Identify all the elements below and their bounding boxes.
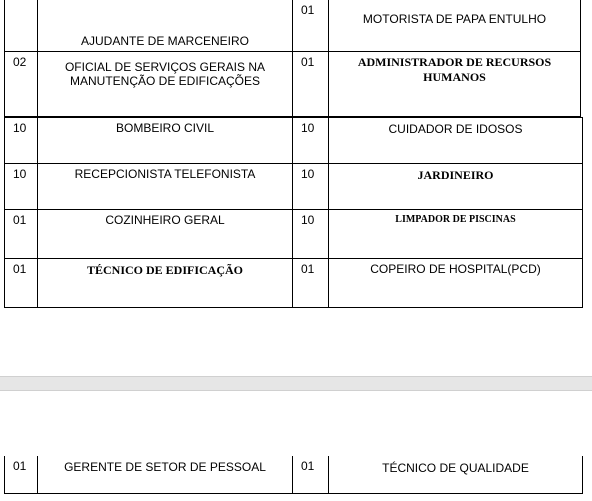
job-title-cell: JARDINEIRO: [329, 164, 583, 210]
table-row: [5, 164, 583, 210]
job-title-cell: RECEPCIONISTA TELEFONISTA: [38, 164, 293, 210]
job-title-cell: COZINHEIRO GERAL: [38, 210, 293, 259]
job-table-top: [4, 0, 581, 117]
quantity-cell: 01: [293, 259, 329, 308]
quantity-cell: 10: [5, 118, 38, 164]
page-break-band: [0, 376, 592, 391]
quantity-cell: 01: [5, 259, 38, 308]
quantity-cell: 10: [293, 118, 329, 164]
job-title-cell: MOTORISTA DE PAPA ENTULHO: [329, 0, 581, 51]
quantity-cell: [5, 0, 38, 51]
table-row: [5, 259, 583, 308]
job-table-main: [4, 117, 583, 308]
quantity-cell: 01: [5, 210, 38, 259]
quantity-cell: 01: [293, 51, 329, 116]
quantity-cell: 01: [5, 456, 38, 493]
quantity-cell: 02: [5, 51, 38, 116]
job-title-cell: LIMPADOR DE PISCINAS: [329, 210, 583, 259]
job-title-cell: ADMINISTRADOR DE RECURSOS HUMANOS: [329, 51, 581, 116]
table-row: [5, 456, 583, 493]
job-title-cell: GERENTE DE SETOR DE PESSOAL: [38, 456, 293, 493]
job-title-cell: COPEIRO DE HOSPITAL(PCD): [329, 259, 583, 308]
table-row: [5, 118, 583, 164]
quantity-cell: 01: [293, 456, 329, 493]
job-title-cell: AJUDANTE DE MARCENEIRO: [38, 0, 293, 51]
table-row: [5, 210, 583, 259]
table-row: [5, 0, 581, 51]
quantity-cell: 01: [293, 0, 329, 51]
table-row: [5, 51, 581, 116]
job-title-cell: CUIDADOR DE IDOSOS: [329, 118, 583, 164]
job-title-cell: OFICIAL DE SERVIÇOS GERAIS NA MANUTENÇÃO DE EDIFICAÇÕES: [38, 51, 293, 116]
job-title-cell: BOMBEIRO CIVIL: [38, 118, 293, 164]
quantity-cell: 10: [293, 164, 329, 210]
job-title-cell: TÉCNICO DE QUALIDADE: [329, 456, 583, 493]
job-table-bottom: [4, 456, 583, 494]
job-title-cell: TÉCNICO DE EDIFICAÇÃO: [38, 259, 293, 308]
quantity-cell: 10: [293, 210, 329, 259]
quantity-cell: 10: [5, 164, 38, 210]
